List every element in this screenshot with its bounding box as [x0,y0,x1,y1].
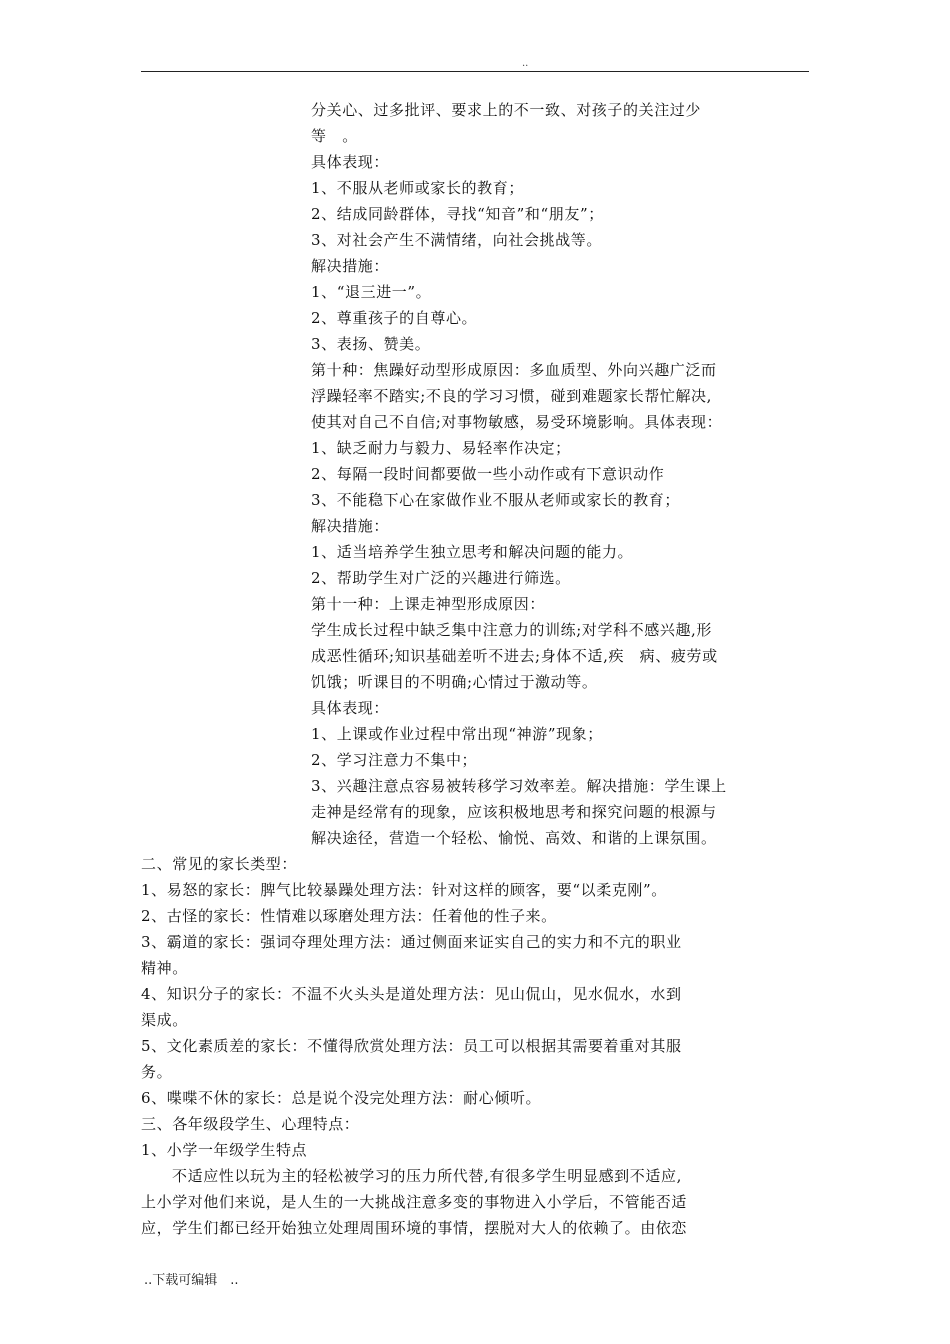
text-line: 2、帮助学生对广泛的兴趣进行筛选。 [311,569,571,587]
section-heading: 三、各年级段学生、心理特点： [141,1115,360,1133]
text-line: 饥饿；听课目的不明确;心情过于激动等。 [311,673,598,691]
text-line: 2、结成同龄群体，寻找“知音”和“朋友”； [311,205,604,223]
text-line: 3、对社会产生不满情绪，向社会挑战等。 [311,231,602,249]
text-line: 精神。 [141,959,188,977]
text-line: 具体表现： [311,153,390,171]
text-line: 使其对自己不自信;对事物敏感，易受环境影响。具体表现： [311,413,723,431]
subsection-heading: 1、小学一年级学生特点 [141,1141,308,1159]
text-line: 4、知识分子的家长：不温不火头头是道处理方法：见山侃山，见水侃水，水到 [141,985,682,1003]
text-line: 渠成。 [141,1011,188,1029]
text-line: 1、不服从老师或家长的教育； [311,179,524,197]
text-line: 6、喋喋不休的家长：总是说个没完处理方法：耐心倾听。 [141,1089,542,1107]
text-line: 解决措施： [311,257,390,275]
text-line: 成恶性循环;知识基础差听不进去;身体不适,疾 病、疲劳或 [311,647,718,665]
text-line: 具体表现： [311,699,390,717]
text-line: 解决措施： [311,517,390,535]
text-line: 务。 [141,1063,173,1081]
text-line: 3、霸道的家长：强词夺理处理方法：通过侧面来证实自己的实力和不亢的职业 [141,933,682,951]
text-line: 3、不能稳下心在家做作业不服从老师或家长的教育； [311,491,680,509]
text-line: 浮躁轻率不踏实;不良的学习习惯，碰到难题家长帮忙解决, [311,387,713,405]
section-heading: 二、常见的家长类型： [141,855,298,873]
text-line: 3、兴趣注意点容易被转移学习效率差。解决措施：学生课上 [311,777,727,795]
text-line: 第十种：焦躁好动型形成原因：多血质型、外向兴趣广泛而 [311,361,717,379]
text-line: 第十一种：上课走神型形成原因： [311,595,546,613]
text-line: 1、“退三进一”。 [311,283,432,301]
header-rule [141,71,809,72]
page-footer: ..下载可编辑 .. [144,1273,239,1288]
text-line: 学生成长过程中缺乏集中注意力的训练;对学科不感兴趣,形 [311,621,713,639]
text-line: 解决途径，营造一个轻松、愉悦、高效、和谐的上课氛围。 [311,829,717,847]
text-line: 1、适当培养学生独立思考和解决问题的能力。 [311,543,634,561]
text-line: 1、缺乏耐力与毅力、易轻率作决定； [311,439,571,457]
text-line: 上小学对他们来说，是人生的一大挑战注意多变的事物进入小学后，不管能否适 [141,1193,688,1211]
text-line: 2、学习注意力不集中； [311,751,478,769]
text-line: 5、文化素质差的家长：不懂得欣赏处理方法：员工可以根据其需要着重对其服 [141,1037,682,1055]
text-line: 2、每隔一段时间都要做一些小动作或有下意识动作 [311,465,665,483]
text-line: 等 。 [311,127,358,145]
text-line: 1、上课或作业过程中常出现“神游”现象； [311,725,603,743]
text-line: 2、尊重孩子的自尊心。 [311,309,478,327]
text-line: 1、易怒的家长：脾气比较暴躁处理方法：针对这样的顾客，要“以柔克刚”。 [141,881,667,899]
text-line: 2、古怪的家长：性情难以琢磨处理方法：任着他的性子来。 [141,907,557,925]
text-line: 应，学生们都已经开始独立处理周围环境的事情，摆脱对大人的依赖了。由依恋 [141,1219,688,1237]
text-line: 3、表扬、赞美。 [311,335,431,353]
text-line: 不适应性以玩为主的轻松被学习的压力所代替,有很多学生明显感到不适应, [172,1167,682,1185]
header-mark: .. [522,58,529,69]
text-line: 走神是经常有的现象，应该积极地思考和探究问题的根源与 [311,803,717,821]
text-line: 分关心、过多批评、要求上的不一致、对孩子的关注过少 [311,101,702,119]
